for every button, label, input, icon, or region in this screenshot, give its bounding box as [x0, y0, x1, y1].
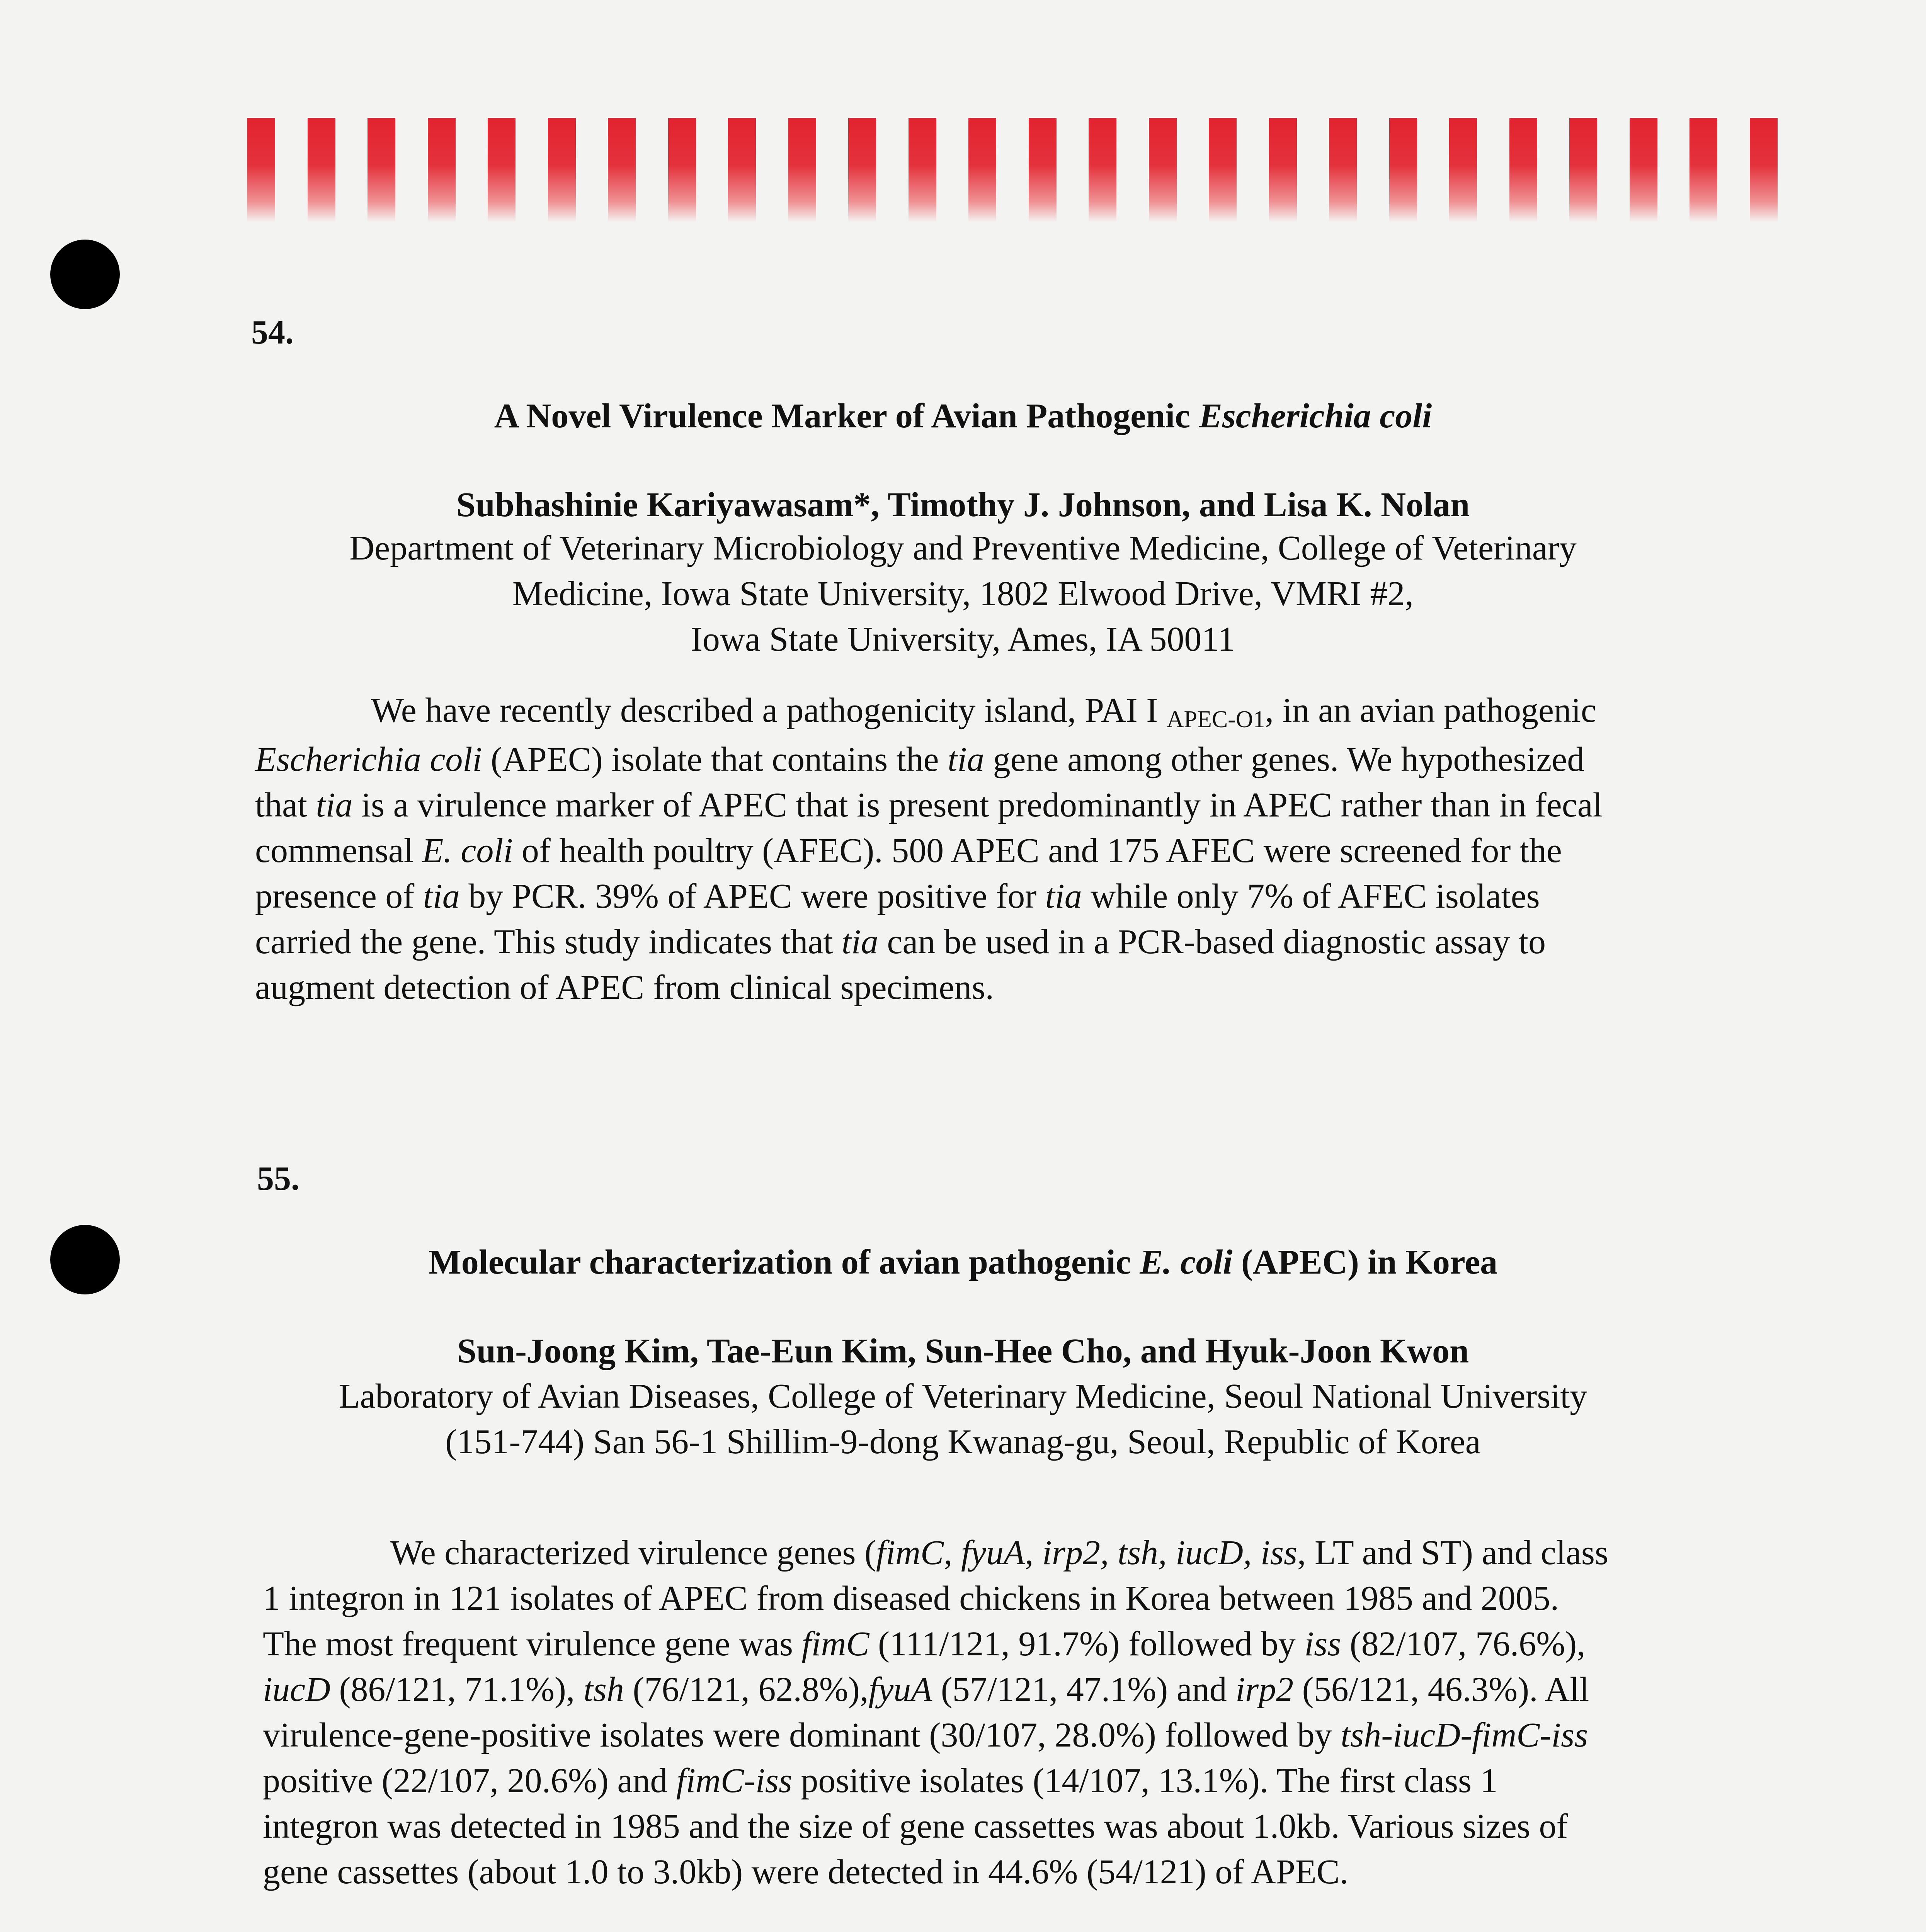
affiliation-line: (151-744) San 56-1 Shillim-9-dong Kwanag-gu, Seoul, Republic of Korea [445, 1423, 1481, 1461]
header-bar [1329, 118, 1357, 222]
author-list: Subhashinie Kariyawasam*, Timothy J. Johnson, and Lisa K. Nolan [456, 486, 1470, 524]
body-line: augment detection of APEC from clinical specimens. [255, 968, 994, 1007]
body-line: We characterized virulence genes (fimC, fyuA, irp2, tsh, iucD, iss, LT and ST) and class [390, 1534, 1608, 1572]
affiliation-line: Medicine, Iowa State University, 1802 Elwood Drive, VMRI #2, [512, 575, 1414, 613]
body-line: virulence-gene-positive isolates were dominant (30/107, 28.0%) followed by tsh-iucD-fimC-iss [263, 1716, 1588, 1754]
header-bar [247, 118, 275, 222]
title-italic: Escherichia coli [1199, 397, 1432, 435]
affiliation [0, 1374, 1926, 1465]
header-bar [1269, 118, 1297, 222]
body-line: positive (22/107, 20.6%) and fimC-iss positive isolates (14/107, 13.1%). The first class 1 [263, 1762, 1498, 1800]
header-bar [668, 118, 696, 222]
header-bar [909, 118, 936, 222]
header-bar [1089, 118, 1116, 222]
title-text: Molecular characterization of avian pathogenic [428, 1243, 1131, 1281]
body-line: carried the gene. This study indicates that tia can be used in a PCR-based diagnostic assay to [255, 923, 1546, 961]
header-bar [1149, 118, 1177, 222]
header-bar [1750, 118, 1778, 222]
header-bar [308, 118, 335, 222]
author-list: Sun-Joong Kim, Tae-Eun Kim, Sun-Hee Cho, and Hyuk-Joon Kwon [457, 1332, 1469, 1370]
header-bar [1630, 118, 1657, 222]
body-line: The most frequent virulence gene was fimC (111/121, 91.7%) followed by iss (82/107, 76.6%), [263, 1625, 1586, 1663]
header-bar [1690, 118, 1717, 222]
header-bar [848, 118, 876, 222]
abstract-number: 54. [251, 314, 294, 351]
affiliation-line: Iowa State University, Ames, IA 50011 [691, 620, 1235, 658]
header-bar [428, 118, 456, 222]
header-bar [728, 118, 756, 222]
body-line: iucD (86/121, 71.1%), tsh (76/121, 62.8%),fyuA (57/121, 47.1%) and irp2 (56/121, 46.3%). All [263, 1670, 1589, 1709]
abstract-number: 55. [257, 1160, 299, 1197]
abstract-body [255, 688, 1603, 1010]
header-bar [968, 118, 996, 222]
title-text: A Novel Virulence Marker of Avian Pathogenic [494, 397, 1191, 435]
title-italic: E. coli [1140, 1243, 1233, 1281]
header-bar [368, 118, 395, 222]
body-line: 1 integron in 121 isolates of APEC from diseased chickens in Korea between 1985 and 2005. [263, 1579, 1559, 1617]
header-bar [1029, 118, 1057, 222]
header-bar [1449, 118, 1477, 222]
body-line: We have recently described a pathogenicity island, PAI I $_{APEC-O1}$, in an avian pathogenic [371, 691, 1596, 733]
binder-hole-top [50, 240, 120, 309]
body-line: Escherichia coli (APEC) isolate that contains the tia gene among other genes. We hypothesized [255, 740, 1585, 779]
affiliation-line: Department of Veterinary Microbiology and Preventive Medicine, College of Veterinary [349, 529, 1577, 567]
header-bar [1389, 118, 1417, 222]
header-bar [488, 118, 516, 222]
abstract-title [0, 1242, 1926, 1282]
header-bar [1509, 118, 1537, 222]
body-line: that tia is a virulence marker of APEC that is present predominantly in APEC rather than in fecal [255, 786, 1603, 824]
body-line: commensal E. coli of health poultry (AFEC). 500 APEC and 175 AFEC were screened for the [255, 832, 1562, 870]
header-bar [1209, 118, 1237, 222]
header-stripe [247, 118, 1778, 222]
affiliation-line: Laboratory of Avian Diseases, College of Veterinary Medicine, Seoul National University [339, 1377, 1587, 1415]
abstract-title [0, 396, 1926, 436]
abstract-body [263, 1530, 1608, 1895]
body-line: presence of tia by PCR. 39% of APEC were positive for tia while only 7% of AFEC isolates [255, 877, 1540, 915]
title-end: (APEC) in Korea [1241, 1243, 1498, 1281]
header-bar [788, 118, 816, 222]
header-bar [1569, 118, 1597, 222]
header-bar [548, 118, 576, 222]
header-bar [608, 118, 636, 222]
affiliation [0, 526, 1926, 662]
body-line: gene cassettes (about 1.0 to 3.0kb) were detected in 44.6% (54/121) of APEC. [263, 1853, 1349, 1891]
body-line: integron was detected in 1985 and the size of gene cassettes was about 1.0kb. Various sizes of [263, 1807, 1568, 1845]
